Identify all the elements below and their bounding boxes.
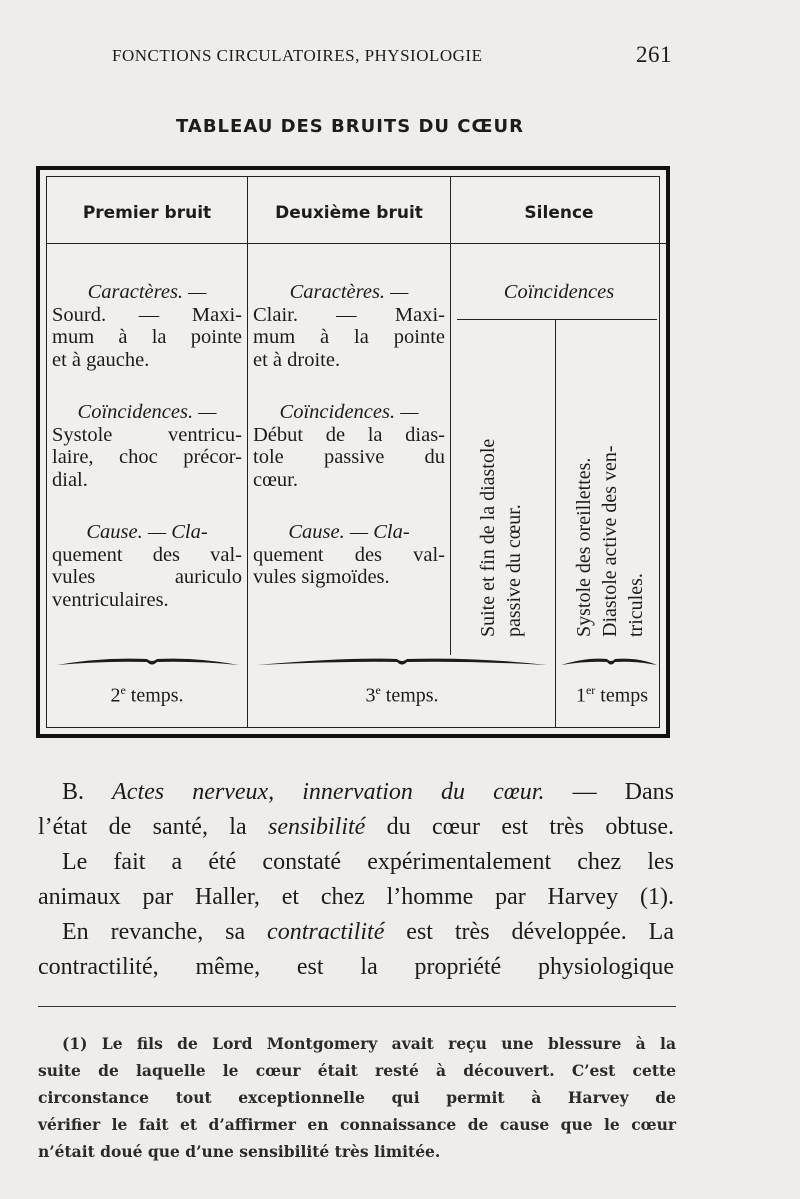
- header-rule: [47, 243, 667, 244]
- silence-sub-rule: [457, 319, 657, 320]
- paragraph-b-line-1: [38, 775, 674, 810]
- text-line: mum à la pointe: [52, 326, 242, 348]
- temps-number: 2: [110, 684, 121, 707]
- temps-number: 1: [575, 684, 586, 707]
- paragraph-2-line-2: animaux par Haller, et chez l’homme par Harvey (1).: [38, 884, 674, 910]
- text-line: vules auriculo: [52, 566, 242, 588]
- premier-bruit-content: [52, 281, 242, 641]
- temps-word: temps.: [380, 684, 439, 707]
- text-line: et à gauche.: [52, 348, 150, 371]
- text-run: En revanche, sa: [62, 919, 268, 945]
- page-number: 261: [636, 42, 672, 67]
- temps-superscript: e: [375, 683, 381, 697]
- temps-superscript: e: [120, 683, 126, 697]
- footnote: [38, 1030, 676, 1165]
- text-run-italic: sensibilité: [267, 814, 366, 840]
- temps-word: temps: [595, 684, 649, 707]
- brace-silence-right: [561, 659, 657, 665]
- text-line: laire, choc précor-: [52, 446, 242, 468]
- text-run: du cœur est très obtuse.: [365, 814, 674, 840]
- text-line: cœur.: [253, 468, 298, 491]
- brace-premier: [57, 659, 239, 665]
- brace-deuxieme-silence: [257, 659, 547, 665]
- text-run: est très développée. La: [384, 919, 674, 945]
- text-line: ventriculaires.: [52, 588, 169, 611]
- temps-number: 3: [365, 684, 376, 707]
- running-head-title: FONCTIONS CIRCULATOIRES, PHYSIOLOGIE: [112, 46, 483, 65]
- text-run: — Dans: [544, 779, 675, 805]
- premier-temps: [47, 683, 247, 708]
- deuxieme-coincidences-label: Coïncidences. —: [279, 401, 419, 423]
- deuxieme-cause-label: Cause. — Cla-: [288, 521, 410, 543]
- premier-coincidences-block: [52, 401, 242, 491]
- silence-temps: [557, 683, 667, 708]
- text-line: tricules.: [625, 573, 647, 637]
- text-line: mum à la pointe: [253, 326, 445, 348]
- premier-cause-label: Cause. — Cla-: [86, 521, 208, 543]
- text-line: Systole ventricu-: [52, 423, 242, 446]
- text-line: dial.: [52, 468, 88, 491]
- heart-sounds-table: [36, 166, 670, 738]
- table-inner-frame: [46, 176, 660, 728]
- text-line: vules sigmoïdes.: [253, 566, 390, 588]
- silence-right-vertical-text: [571, 357, 649, 637]
- deuxieme-temps: [257, 683, 547, 708]
- footnote-line: (1) Le fils de Lord Montgomery avait reçu une blessure à la: [62, 1034, 676, 1053]
- text-line: et à droite.: [253, 348, 341, 371]
- text-line: Systole des oreillettes.: [573, 457, 595, 637]
- temps-word: temps.: [125, 684, 184, 707]
- premier-coincidences-label: Coïncidences. —: [77, 401, 217, 423]
- temps-superscript: er: [585, 683, 596, 697]
- text-line: Sourd. — Maxi-: [52, 303, 242, 326]
- body-text: [38, 775, 674, 985]
- header-premier-bruit: Premier bruit: [82, 203, 212, 223]
- text-line: passive du cœur.: [503, 504, 525, 637]
- text-line: Diastole active des ven-: [599, 445, 621, 637]
- deuxieme-bruit-content: [253, 281, 445, 619]
- deuxieme-caracteres-label: Caractères. —: [289, 281, 409, 303]
- header-deuxieme-bruit: Deuxième bruit: [275, 203, 423, 223]
- text-line: Suite et fin de la diastole: [477, 438, 499, 637]
- premier-caracteres-block: [52, 281, 242, 371]
- text-run: B.: [62, 779, 113, 805]
- paragraph-3-line-2: contractilité, même, est la propriété physiologique: [38, 954, 674, 980]
- silence-left-vertical-text: [475, 357, 527, 637]
- header-silence: Silence: [524, 203, 594, 223]
- section-heading-italic: Actes nerveux, innervation du cœur.: [112, 779, 545, 805]
- text-line: Début de la dias-: [253, 423, 445, 446]
- paragraph-2-line-1: Le fait a été constaté expérimentalement chez les: [62, 849, 674, 875]
- text-run-italic: contractilité: [267, 919, 385, 945]
- footnote-rule: [38, 1006, 676, 1007]
- text-line: Clair. — Maxi-: [253, 303, 445, 326]
- footnote-line: vérifier le fait et d’affirmer en connaissance de cause que le cœur: [38, 1115, 676, 1134]
- deuxieme-coincidences-block: [253, 401, 445, 491]
- footnote-line: n’était doué que d’une sensibilité très limitée.: [38, 1142, 441, 1161]
- paragraph-b-line-2: [38, 810, 674, 845]
- text-line: quement des val-: [52, 543, 242, 566]
- column-divider-2: [450, 177, 451, 655]
- table-title: TABLEAU DES BRUITS DU CŒUR: [176, 116, 524, 137]
- footnote-line: suite de laquelle le cœur était resté à découvert. C’est cette: [38, 1061, 676, 1080]
- premier-cause-block: [52, 521, 242, 611]
- running-head: [112, 42, 672, 72]
- premier-caracteres-label: Caractères. —: [87, 281, 207, 303]
- paragraph-3-line-1: [38, 915, 674, 950]
- column-divider-1: [247, 177, 248, 727]
- deuxieme-caracteres-block: [253, 281, 445, 371]
- text-line: quement des val-: [253, 543, 445, 566]
- text-run: l’état de santé, la: [38, 814, 268, 840]
- deuxieme-cause-block: [253, 521, 445, 589]
- text-line: tole passive du: [253, 446, 445, 468]
- silence-coincidences-label: Coïncidences: [503, 281, 615, 303]
- footnote-line: circonstance tout exceptionnelle qui permit à Harvey de: [38, 1088, 676, 1107]
- brace-row: [47, 649, 667, 679]
